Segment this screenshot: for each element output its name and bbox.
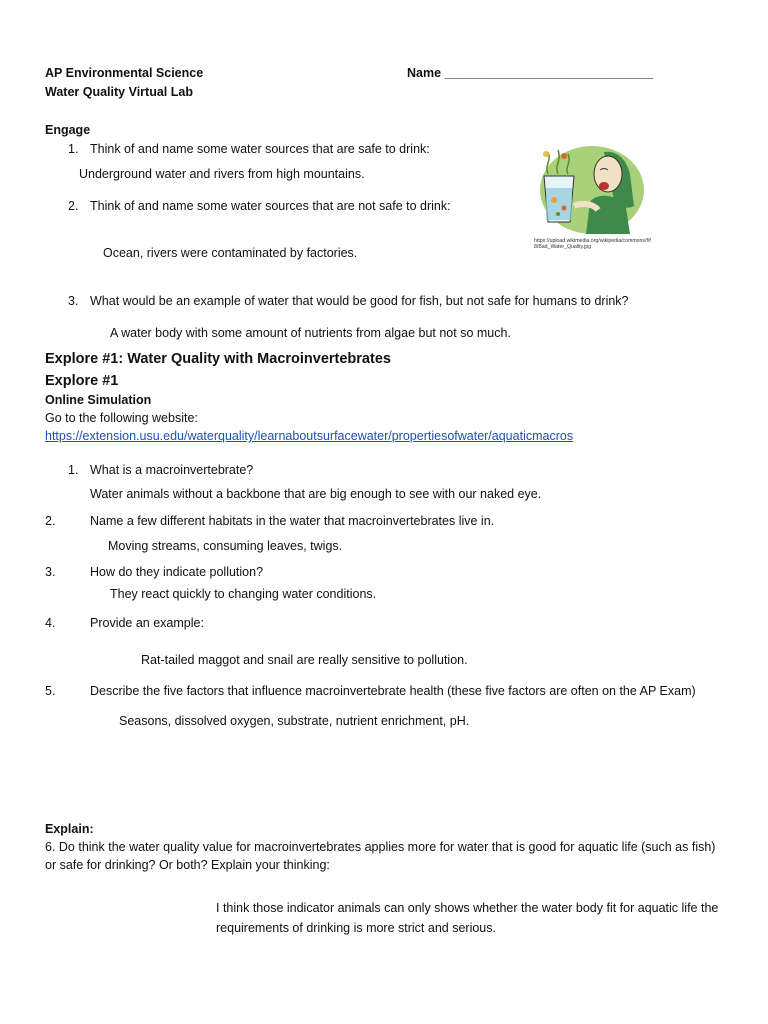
explore-q5-answer: Seasons, dissolved oxygen, substrate, nutrient enrichment, pH.	[119, 714, 470, 728]
explore-q5-number: 5.	[45, 684, 56, 698]
engage-q1-text: Think of and name some water sources that are safe to drink:	[90, 142, 430, 156]
explain-answer-line2: requirements of drinking is more strict and serious.	[216, 921, 496, 935]
explain-answer-line1: I think those indicator animals can only shows whether the water body fit for aquatic life the	[216, 901, 719, 915]
engage-q1-answer: Underground water and rivers from high mountains.	[79, 167, 365, 181]
bad-water-quality-illustration	[534, 144, 646, 236]
explain-q6-line1: 6. Do think the water quality value for macroinvertebrates applies more for water that is good for aquatic life (such as fish)	[45, 840, 716, 854]
website-instruction: Go to the following website:	[45, 411, 198, 425]
explore-q3-number: 3.	[45, 565, 56, 579]
simulation-link[interactable]: https://extension.usu.edu/waterquality/learnaboutsurfacewater/propertiesofwater/aquaticmacros	[45, 429, 574, 443]
explore-q1-text: What is a macroinvertebrate?	[90, 463, 254, 477]
engage-q3-text: What would be an example of water that would be good for fish, but not safe for humans to drink?	[90, 294, 629, 308]
cartoon-person-icon	[534, 144, 646, 236]
explore-q2-number: 2.	[45, 514, 56, 528]
engage-q3-answer: A water body with some amount of nutrients from algae but not so much.	[110, 326, 511, 340]
explore-q1-answer: Water animals without a backbone that are big enough to see with our naked eye.	[90, 487, 542, 501]
explain-heading: Explain:	[45, 822, 94, 836]
explore-q3-answer: They react quickly to changing water conditions.	[110, 587, 377, 601]
explore-q4-text: Provide an example:	[90, 616, 204, 630]
name-field-label: Name ______________________________	[407, 66, 654, 80]
image-source-caption: https://upload.wikimedia.org/wikipedia/commons/f/f8/Bad_Water_Quality.jpg	[534, 238, 651, 250]
explore-q1-number: 1.	[68, 463, 79, 477]
explore-heading: Explore #1: Water Quality with Macroinvertebrates	[45, 351, 391, 367]
engage-q3-number: 3.	[68, 294, 79, 308]
online-simulation-label: Online Simulation	[45, 393, 152, 407]
engage-heading: Engage	[45, 123, 91, 137]
explore-q2-text: Name a few different habitats in the water that macroinvertebrates live in.	[90, 514, 495, 528]
explore-q4-number: 4.	[45, 616, 56, 630]
engage-q2-number: 2.	[68, 199, 79, 213]
engage-q2-answer: Ocean, rivers were contaminated by factories.	[103, 246, 358, 260]
explore-q4-answer: Rat-tailed maggot and snail are really sensitive to pollution.	[141, 653, 468, 667]
explore-q5-text: Describe the five factors that influence macroinvertebrate health (these five factors are often on the AP Exam)	[90, 684, 696, 698]
course-title: AP Environmental Science	[45, 66, 204, 80]
engage-q1-number: 1.	[68, 142, 79, 156]
lab-title: Water Quality Virtual Lab	[45, 85, 193, 99]
explore-q2-answer: Moving streams, consuming leaves, twigs.	[108, 539, 343, 553]
engage-q2-text: Think of and name some water sources that are not safe to drink:	[90, 199, 451, 213]
explain-q6-line2: or safe for drinking? Or both? Explain your thinking:	[45, 858, 330, 872]
explore-subheading: Explore #1	[45, 373, 119, 389]
explore-q3-text: How do they indicate pollution?	[90, 565, 264, 579]
